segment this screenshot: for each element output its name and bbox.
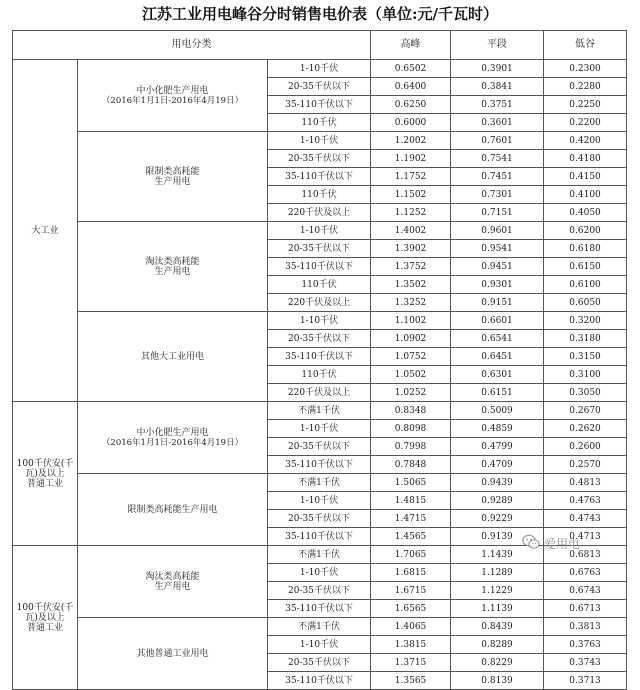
category-cell: 100千伏安(千 瓦)及以上 普通工业 (13, 402, 78, 546)
peak-price-cell: 1.6815 (371, 564, 451, 582)
subcategory-name: 中小化肥生产用电 (136, 427, 209, 438)
peak-price-cell: 1.0752 (371, 348, 451, 366)
flat-price-cell: 0.4799 (451, 438, 544, 456)
table-row (13, 474, 627, 492)
voltage-level-cell: 1-10千伏 (268, 222, 371, 240)
voltage-level-cell: 1-10千伏 (268, 492, 371, 510)
voltage-level-cell: 1-10千伏 (268, 132, 371, 150)
flat-price-cell: 0.9301 (451, 276, 544, 294)
voltage-level-cell: 不满1千伏 (268, 402, 371, 420)
valley-price-cell: 0.2570 (544, 456, 627, 474)
peak-price-cell: 1.7065 (371, 546, 451, 564)
peak-price-cell: 1.1502 (371, 186, 451, 204)
voltage-level-cell: 1-10千伏 (268, 564, 371, 582)
valley-price-cell: 0.3050 (544, 384, 627, 402)
subcategory-cell (78, 474, 268, 546)
valley-price-cell: 0.4763 (544, 492, 627, 510)
peak-price-cell: 1.3715 (371, 654, 451, 672)
watermark (522, 532, 580, 554)
valley-price-cell: 0.3813 (544, 618, 627, 636)
peak-price-cell: 0.8348 (371, 402, 451, 420)
peak-price-cell: 1.6715 (371, 582, 451, 600)
peak-price-cell: 1.1252 (371, 204, 451, 222)
valley-price-cell: 0.6763 (544, 564, 627, 582)
peak-price-cell: 1.3902 (371, 240, 451, 258)
voltage-level-cell: 不满1千伏 (268, 546, 371, 564)
valley-price-cell: 0.3150 (544, 348, 627, 366)
peak-price-cell: 1.3752 (371, 258, 451, 276)
flat-price-cell: 0.3751 (451, 96, 544, 114)
subcategory-name: 限制类高耗能 生产用电 (145, 166, 200, 187)
flat-price-cell: 0.8439 (451, 618, 544, 636)
voltage-level-cell: 35-110千伏以下 (268, 258, 371, 276)
voltage-level-cell: 20-35千伏以下 (268, 438, 371, 456)
valley-price-cell: 0.2200 (544, 114, 627, 132)
flat-price-cell: 0.8229 (451, 654, 544, 672)
flat-price-cell: 0.4709 (451, 456, 544, 474)
flat-price-cell: 1.1229 (451, 582, 544, 600)
peak-price-cell: 1.4815 (371, 492, 451, 510)
voltage-level-cell: 35-110千伏以下 (268, 348, 371, 366)
flat-price-cell: 0.9139 (451, 528, 544, 546)
header-valley: 低谷 (544, 31, 627, 60)
flat-price-cell: 0.7301 (451, 186, 544, 204)
flat-price-cell: 0.6541 (451, 330, 544, 348)
watermark-text: 爱用电 (544, 536, 581, 551)
valley-price-cell: 0.4713 (544, 528, 627, 546)
flat-price-cell: 0.6151 (451, 384, 544, 402)
subcategory-cell (78, 222, 268, 312)
valley-price-cell: 0.4200 (544, 132, 627, 150)
flat-price-cell: 0.4859 (451, 420, 544, 438)
table-row (13, 312, 627, 330)
flat-price-cell: 0.9229 (451, 510, 544, 528)
peak-price-cell: 0.6000 (371, 114, 451, 132)
voltage-level-cell: 1-10千伏 (268, 636, 371, 654)
voltage-level-cell: 20-35千伏以下 (268, 240, 371, 258)
peak-price-cell: 1.1752 (371, 168, 451, 186)
subcategory-cell (78, 618, 268, 690)
peak-price-cell: 0.6250 (371, 96, 451, 114)
flat-price-cell: 1.1289 (451, 564, 544, 582)
peak-price-cell: 0.7998 (371, 438, 451, 456)
voltage-level-cell: 35-110千伏以下 (268, 528, 371, 546)
voltage-level-cell: 35-110千伏以下 (268, 168, 371, 186)
table-row (13, 618, 627, 636)
peak-price-cell: 1.4715 (371, 510, 451, 528)
valley-price-cell: 0.6150 (544, 258, 627, 276)
peak-price-cell: 0.7848 (371, 456, 451, 474)
peak-price-cell: 1.4002 (371, 222, 451, 240)
flat-price-cell: 0.9439 (451, 474, 544, 492)
table-row (13, 402, 627, 420)
voltage-level-cell: 20-35千伏以下 (268, 654, 371, 672)
flat-price-cell: 0.9289 (451, 492, 544, 510)
category-cell: 大工业 (13, 60, 78, 402)
voltage-level-cell: 110千伏 (268, 366, 371, 384)
flat-price-cell: 0.3901 (451, 60, 544, 78)
peak-price-cell: 0.6400 (371, 78, 451, 96)
subcategory-cell (78, 402, 268, 474)
flat-price-cell: 0.8139 (451, 672, 544, 690)
header-peak: 高峰 (371, 31, 451, 60)
flat-price-cell: 0.6301 (451, 366, 544, 384)
category-cell: 100千伏安(千 瓦)及以上 普通工业 (13, 546, 78, 690)
flat-price-cell: 0.9151 (451, 294, 544, 312)
subcategory-name: 淘汰类高耗能 生产用电 (145, 256, 200, 277)
valley-price-cell: 0.3200 (544, 312, 627, 330)
valley-price-cell: 0.2280 (544, 78, 627, 96)
subcategory-cell (78, 546, 268, 618)
peak-price-cell: 1.0252 (371, 384, 451, 402)
valley-price-cell: 0.6100 (544, 276, 627, 294)
voltage-level-cell: 110千伏 (268, 186, 371, 204)
header-flat: 平段 (451, 31, 544, 60)
peak-price-cell: 1.3252 (371, 294, 451, 312)
voltage-level-cell: 220千伏及以上 (268, 204, 371, 222)
flat-price-cell: 0.7451 (451, 168, 544, 186)
voltage-level-cell: 20-35千伏以下 (268, 78, 371, 96)
subcategory-note: （2016年1月1日-2016年4月19日） (101, 437, 244, 448)
peak-price-cell: 1.4565 (371, 528, 451, 546)
voltage-level-cell: 不满1千伏 (268, 474, 371, 492)
valley-price-cell: 0.6180 (544, 240, 627, 258)
voltage-level-cell: 220千伏及以上 (268, 384, 371, 402)
valley-price-cell: 0.6713 (544, 600, 627, 618)
tariff-table-body (13, 31, 627, 690)
table-header-row (13, 31, 627, 60)
subcategory-name: 淘汰类高耗能 生产用电 (145, 571, 200, 592)
peak-price-cell: 1.3815 (371, 636, 451, 654)
peak-price-cell: 1.5065 (371, 474, 451, 492)
valley-price-cell: 0.4150 (544, 168, 627, 186)
peak-price-cell: 1.3565 (371, 672, 451, 690)
subcategory-name: 中小化肥生产用电 (136, 85, 209, 96)
voltage-level-cell: 35-110千伏以下 (268, 456, 371, 474)
subcategory-name: 其他大工业用电 (140, 351, 204, 362)
valley-price-cell: 0.3743 (544, 654, 627, 672)
valley-price-cell: 0.4813 (544, 474, 627, 492)
wechat-icon (522, 534, 540, 553)
voltage-level-cell: 1-10千伏 (268, 60, 371, 78)
flat-price-cell: 0.5009 (451, 402, 544, 420)
valley-price-cell: 0.6813 (544, 546, 627, 564)
voltage-level-cell: 35-110千伏以下 (268, 600, 371, 618)
page-title: 江苏工业用电峰谷分时销售电价表（单位:元/千瓦时） (141, 5, 499, 23)
peak-price-cell: 1.0902 (371, 330, 451, 348)
subcategory-cell (78, 312, 268, 402)
subcategory-note: （2016年1月1日-2016年4月19日） (101, 95, 244, 106)
peak-price-cell: 1.1002 (371, 312, 451, 330)
voltage-level-cell: 110千伏 (268, 114, 371, 132)
peak-price-cell: 1.2002 (371, 132, 451, 150)
flat-price-cell: 0.3601 (451, 114, 544, 132)
peak-price-cell: 1.4065 (371, 618, 451, 636)
flat-price-cell: 1.1139 (451, 600, 544, 618)
voltage-level-cell: 20-35千伏以下 (268, 150, 371, 168)
peak-price-cell: 1.1902 (371, 150, 451, 168)
voltage-level-cell: 220千伏及以上 (268, 294, 371, 312)
valley-price-cell: 0.6200 (544, 222, 627, 240)
voltage-level-cell: 20-35千伏以下 (268, 582, 371, 600)
valley-price-cell: 0.2300 (544, 60, 627, 78)
valley-price-cell: 0.2670 (544, 402, 627, 420)
subcategory-name: 其他普通工业用电 (136, 648, 209, 659)
voltage-level-cell: 20-35千伏以下 (268, 330, 371, 348)
table-row (13, 60, 627, 78)
subcategory-name: 限制类高耗能生产用电 (127, 504, 218, 515)
flat-price-cell: 0.3841 (451, 78, 544, 96)
header-category: 用电分类 (13, 31, 371, 60)
peak-price-cell: 1.3502 (371, 276, 451, 294)
flat-price-cell: 0.8289 (451, 636, 544, 654)
voltage-level-cell: 20-35千伏以下 (268, 510, 371, 528)
flat-price-cell: 0.7151 (451, 204, 544, 222)
voltage-level-cell: 35-110千伏以下 (268, 96, 371, 114)
valley-price-cell: 0.4743 (544, 510, 627, 528)
tariff-table (12, 30, 627, 690)
flat-price-cell: 0.9601 (451, 222, 544, 240)
valley-price-cell: 0.2250 (544, 96, 627, 114)
voltage-level-cell: 35-110千伏以下 (268, 672, 371, 690)
valley-price-cell: 0.6050 (544, 294, 627, 312)
table-row (13, 132, 627, 150)
subcategory-cell (78, 132, 268, 222)
flat-price-cell: 0.7601 (451, 132, 544, 150)
valley-price-cell: 0.2600 (544, 438, 627, 456)
flat-price-cell: 0.6601 (451, 312, 544, 330)
valley-price-cell: 0.4050 (544, 204, 627, 222)
subcategory-cell (78, 60, 268, 132)
valley-price-cell: 0.3713 (544, 672, 627, 690)
valley-price-cell: 0.4100 (544, 186, 627, 204)
valley-price-cell: 0.4180 (544, 150, 627, 168)
flat-price-cell: 1.1439 (451, 546, 544, 564)
peak-price-cell: 1.6565 (371, 600, 451, 618)
peak-price-cell: 1.0502 (371, 366, 451, 384)
table-row (13, 222, 627, 240)
peak-price-cell: 0.6502 (371, 60, 451, 78)
valley-price-cell: 0.3100 (544, 366, 627, 384)
flat-price-cell: 0.9451 (451, 258, 544, 276)
voltage-level-cell: 不满1千伏 (268, 618, 371, 636)
valley-price-cell: 0.6743 (544, 582, 627, 600)
flat-price-cell: 0.7541 (451, 150, 544, 168)
voltage-level-cell: 1-10千伏 (268, 420, 371, 438)
peak-price-cell: 0.8098 (371, 420, 451, 438)
valley-price-cell: 0.2620 (544, 420, 627, 438)
valley-price-cell: 0.3180 (544, 330, 627, 348)
voltage-level-cell: 110千伏 (268, 276, 371, 294)
flat-price-cell: 0.9541 (451, 240, 544, 258)
voltage-level-cell: 1-10千伏 (268, 312, 371, 330)
valley-price-cell: 0.3763 (544, 636, 627, 654)
flat-price-cell: 0.6451 (451, 348, 544, 366)
